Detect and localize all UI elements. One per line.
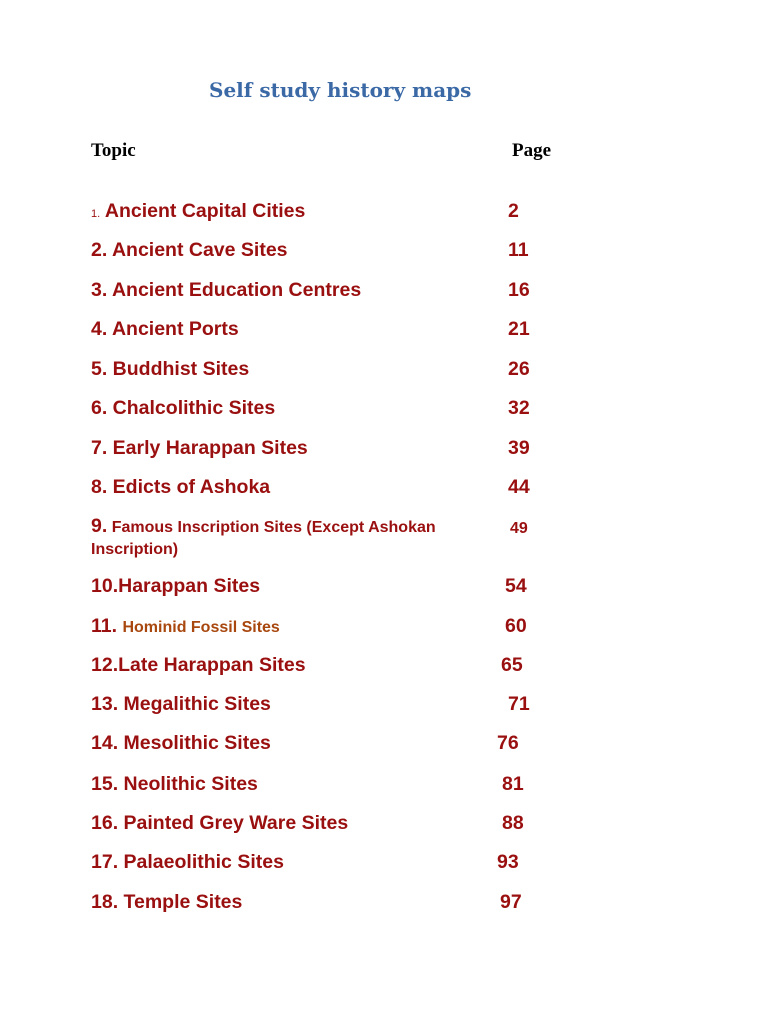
toc-entry-page: 65	[501, 654, 523, 676]
toc-entry-label: 4. Ancient Ports	[91, 318, 239, 340]
toc-entry-label: Ancient Capital Cities	[104, 200, 306, 222]
toc-entry-page: 81	[502, 773, 524, 795]
toc-entry-number: 9.	[91, 515, 108, 537]
toc-entry-page: 39	[508, 437, 530, 459]
toc-entry-topic	[91, 199, 305, 226]
toc-entry-label: 15. Neolithic Sites	[91, 773, 258, 795]
toc-entry-page: 16	[508, 279, 530, 301]
toc-entry-label: 5. Buddhist Sites	[91, 358, 250, 380]
toc-entry-label: Hominid Fossil Sites	[122, 619, 280, 636]
toc-entry-page: 60	[505, 615, 527, 637]
toc-entry-page: 2	[508, 200, 519, 222]
topic-column-header: Topic	[91, 140, 136, 161]
toc-entry-label: 7. Early Harappan Sites	[91, 437, 308, 459]
toc-entry-page: 44	[508, 476, 530, 498]
toc-entry-page: 49	[510, 520, 528, 537]
toc-entry-label: 2. Ancient Cave Sites	[91, 239, 288, 261]
toc-entry-page: 71	[508, 693, 530, 715]
toc-entry-label: 10.Harappan Sites	[91, 575, 261, 597]
toc-entry-page: 26	[508, 358, 530, 380]
toc-entry-page: 54	[505, 575, 527, 597]
toc-entry-label: 17. Palaeolithic Sites	[91, 851, 284, 873]
toc-entry-topic	[91, 515, 491, 561]
toc-entry-page: 11	[508, 239, 529, 261]
toc-entry-label: Famous Inscription Sites (Except Ashokan Inscription)	[91, 519, 436, 558]
toc-entry-label: 3. Ancient Education Centres	[91, 279, 362, 301]
toc-entry-label: 18. Temple Sites	[91, 891, 243, 913]
toc-entry-topic	[91, 614, 280, 640]
page-column-header: Page	[512, 140, 552, 161]
toc-entry-page: 93	[497, 851, 519, 873]
toc-entry-label: 14. Mesolithic Sites	[91, 732, 271, 754]
toc-entry-label: 8. Edicts of Ashoka	[91, 476, 271, 498]
toc-entry-page: 97	[500, 891, 522, 913]
toc-entry-number: 1.	[91, 208, 101, 220]
toc-entry-label: 12.Late Harappan Sites	[91, 654, 306, 676]
toc-entry-label: 6. Chalcolithic Sites	[91, 397, 276, 419]
toc-entry-page: 32	[508, 397, 530, 419]
toc-entry-page: 76	[497, 732, 519, 754]
page-title: Self study history maps	[209, 78, 472, 102]
toc-entry-page: 21	[508, 318, 530, 340]
toc-entry-label: 13. Megalithic Sites	[91, 693, 271, 715]
toc-entry-number: 11.	[91, 615, 118, 637]
toc-entry-label: 16. Painted Grey Ware Sites	[91, 812, 349, 834]
toc-entry-page: 88	[502, 812, 524, 834]
